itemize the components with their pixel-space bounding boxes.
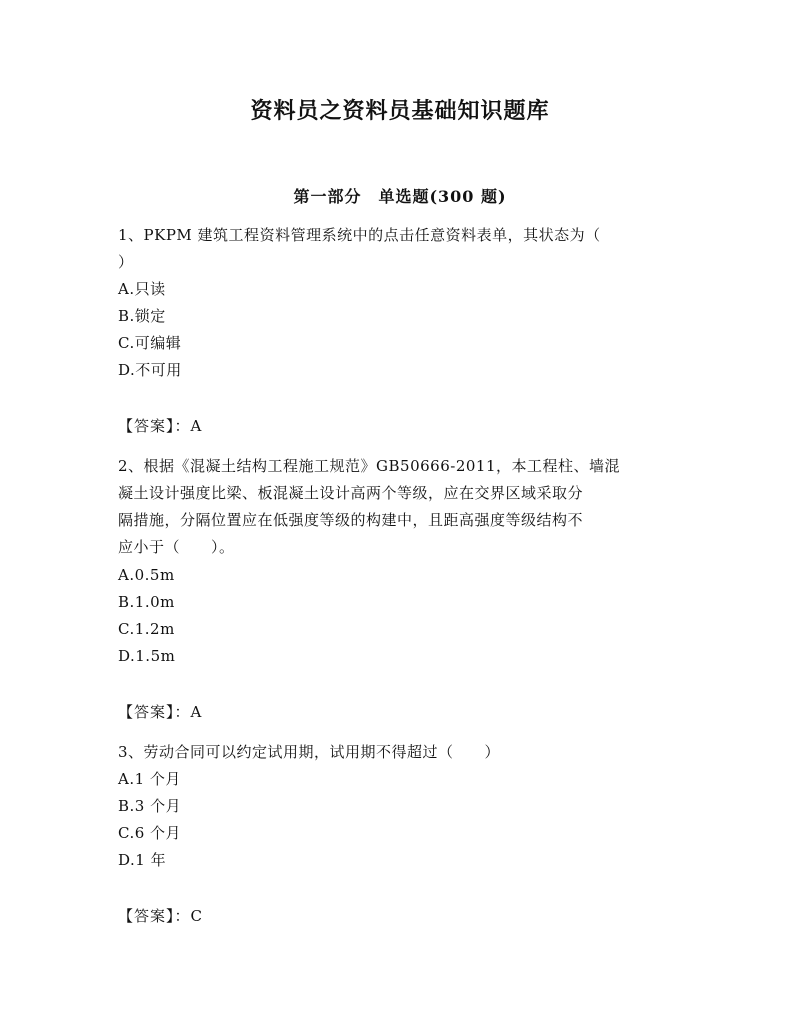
question-2-option-c: C.1.2m	[118, 620, 175, 638]
question-2-option-d: D.1.5m	[118, 647, 176, 665]
question-2-answer: 【答案】：A	[118, 703, 203, 721]
question-3-answer: 【答案】：C	[118, 907, 203, 925]
question-3-stem-line-1: 3、劳动合同可以约定试用期，试用期不得超过（ ）	[118, 743, 501, 761]
section-title: 第一部分 单选题(300 题)	[293, 187, 507, 206]
question-3-option-a: A.1 个月	[118, 770, 181, 788]
question-1-option-b: B.锁定	[118, 307, 166, 325]
question-1-option-a: A.只读	[118, 280, 166, 298]
question-1-stem-line-2: ）	[118, 253, 134, 271]
question-2-stem-line-4: 应小于（ ）。	[118, 538, 235, 556]
question-3-option-b: B.3 个月	[118, 797, 182, 815]
document-title: 资料员之资料员基础知识题库	[250, 98, 550, 124]
question-1-option-c: C.可编辑	[118, 334, 182, 352]
question-3-option-c: C.6 个月	[118, 824, 182, 842]
question-1-answer: 【答案】：A	[118, 417, 203, 435]
question-1-option-d: D.不可用	[118, 361, 182, 379]
question-2-option-a: A.0.5m	[118, 566, 175, 584]
question-2-option-b: B.1.0m	[118, 593, 175, 611]
question-2-stem-line-3: 隔措施，分隔位置应在低强度等级的构建中，且距高强度等级结构不	[118, 511, 584, 529]
question-2-stem-line-2: 凝土设计强度比梁、板混凝土设计高两个等级，应在交界区域采取分	[118, 484, 584, 502]
question-3-option-d: D.1 年	[118, 851, 167, 869]
question-1-stem-line-1: 1、PKPM 建筑工程资料管理系统中的点击任意资料表单，其状态为（	[118, 226, 601, 244]
question-2-stem-line-1: 2、根据《混凝土结构工程施工规范》GB50666-2011，本工程柱、墙混	[118, 457, 621, 475]
